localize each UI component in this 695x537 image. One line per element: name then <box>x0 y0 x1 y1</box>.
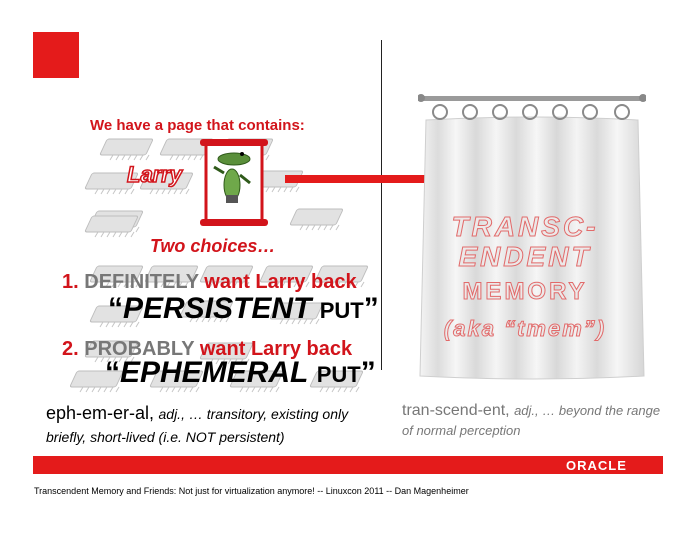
choice-1-number: 1. <box>62 271 79 293</box>
definition-text: adj., … transitory, existing only briefly, short-lived (i.e. NOT persistent) <box>46 406 349 445</box>
persistent-put <box>108 292 379 326</box>
choice-2-number: 2. <box>62 338 79 360</box>
ephemeral-put <box>105 356 376 390</box>
memory-chip-icon <box>290 209 343 230</box>
tmem-line-2: ENDENT <box>458 241 592 272</box>
memory-chip-icon <box>85 216 138 237</box>
choice-1-rest: want Larry back <box>204 271 357 293</box>
tmem-line-1: TRANSC- <box>451 211 599 242</box>
red-square-decoration <box>33 32 79 78</box>
quote-open: “ <box>105 356 120 389</box>
tmem-line-4: (aka “tmem”) <box>443 316 607 341</box>
larry-label: Larry <box>127 162 183 187</box>
definition-text: adj., … beyond the range of normal perception <box>402 403 661 438</box>
definition-word: tran-scend-ent, <box>402 402 510 419</box>
memory-chip-icon <box>100 139 153 160</box>
persistent-word: PERSISTENT <box>123 292 312 325</box>
footer-text: Transcendent Memory and Friends: Not just for virtualization anymore! -- Linuxcon 2011 -- Dan Magenheimer <box>34 486 469 496</box>
ephemeral-word: EPHEMERAL <box>120 356 309 389</box>
ephemeral-definition <box>46 402 376 449</box>
definition-word: eph-em-er-al, <box>46 403 155 423</box>
quote-close: ” <box>363 292 379 325</box>
choice-1-adverb: DEFINITELY <box>84 271 199 293</box>
transcendent-definition <box>402 401 662 441</box>
put-word: PUT <box>316 362 361 387</box>
oracle-logo: ORACLE <box>566 458 627 473</box>
choice-2-rest: want Larry back <box>199 338 353 360</box>
two-choices-label: Two choices… <box>150 236 276 256</box>
choice-1 <box>62 271 357 294</box>
quote-close: ” <box>360 356 376 389</box>
transcendent-memory-title <box>405 212 645 346</box>
put-word: PUT <box>319 298 364 323</box>
choice-2-adverb: PROBABLY <box>84 338 195 360</box>
tmem-line-3: MEMORY <box>462 278 588 305</box>
slide-heading: We have a page that contains: <box>90 117 305 134</box>
quote-open: “ <box>108 292 123 325</box>
scroll-icon <box>198 137 270 229</box>
